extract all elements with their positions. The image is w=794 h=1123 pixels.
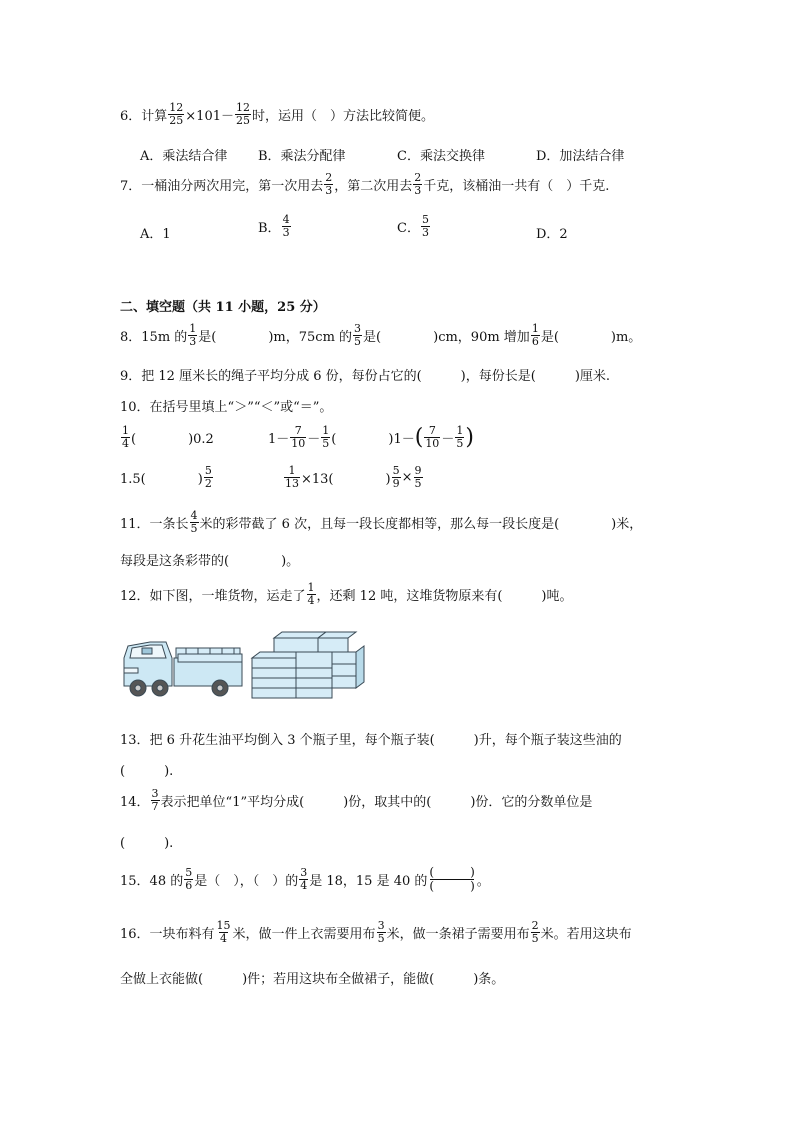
fraction: $\frac{12}{25}$: [169, 101, 184, 127]
q6-option-d[interactable]: D．加法结合律: [536, 149, 625, 164]
q7-option-d[interactable]: D．2: [536, 227, 568, 242]
q10-item-2: 1－ $\frac{7}{10}$ － $\frac{1}{5}$ ( )1－ ( $\frac{7}{10}$ － $\frac{1}{5}$ ): [268, 424, 474, 450]
question-11-line-2: 每段是这条彩带的( )。: [120, 554, 300, 569]
question-7: 7．一桶油分两次用完，第一次用去 $\frac{2}{3}$ ，第二次用去 $\frac{2}{3}$ 千克，该桶油一共有（ ）千克.: [120, 171, 610, 197]
q10-item-1: $\frac{1}{4}$ ( )0.2: [122, 424, 214, 450]
question-10-title: 10．在括号里填上“＞”“＜”或“＝”。: [120, 400, 333, 415]
q7-option-a[interactable]: A．1: [140, 227, 171, 242]
question-6: 6．计算 $\frac{12}{25}$ ×101－ $\frac{12}{25}$ 时，运用（ ）方法比较简便。: [120, 101, 435, 127]
q6-option-b[interactable]: B．乘法分配律: [258, 149, 346, 164]
question-8: 8．15m 的 $\frac{1}{3}$ 是( )m，75cm 的 $\frac{3}{5}$ 是( )cm，90m 增加 $\frac{1}{6}$ 是( )m。: [120, 322, 642, 348]
fraction: $\frac{2}{3}$: [325, 171, 333, 197]
section-heading: 二、填空题（共 11 小题，25 分）: [120, 300, 326, 315]
q7-option-b[interactable]: B． $\frac{4}{3}$: [258, 213, 290, 239]
question-11: 11．一条长 $\frac{4}{5}$ 米的彩带截了 6 次，且每一段长度都相等，那么每一段长度是( )米，: [120, 509, 643, 535]
question-16: 16．一块布料有 $\frac{15}{4}$ 米，做一件上衣需要用布 $\frac{3}{5}$ 米，做一条裙子需要用布 $\frac{2}{5}$ 米。若用这块布: [120, 919, 632, 945]
fraction-blank[interactable]: $\frac{( )}{( )}$: [429, 865, 475, 893]
question-12: 12．如下图，一堆货物，运走了 $\frac{1}{4}$ ，还剩 12 吨，这堆货物原来有( )吨。: [120, 581, 573, 607]
fraction: $\frac{2}{3}$: [414, 171, 422, 197]
q6-option-a[interactable]: A．乘法结合律: [140, 149, 228, 164]
truck-cargo-illustration: [120, 628, 365, 700]
q6-option-c[interactable]: C．乘法交换律: [397, 149, 485, 164]
question-9: 9．把 12 厘米长的绳子平均分成 6 份，每份占它的( )，每份长是( )厘米.: [120, 369, 611, 384]
question-15: 15．48 的 $\frac{5}{6}$ 是（ ），（ ）的 $\frac{3}{4}$ 是 18，15 是 40 的 $\frac{( )}{( )}$ 。: [120, 865, 490, 893]
question-13: 13．把 6 升花生油平均倒入 3 个瓶子里，每个瓶子装( )升，每个瓶子装这些油的: [120, 733, 622, 748]
question-13-line-2: ( ).: [120, 764, 174, 779]
q10-item-4: $\frac{1}{13}$ ×13( ) $\frac{5}{9}$ × $\frac{9}{5}$: [285, 464, 422, 490]
fraction: $\frac{12}{25}$: [236, 101, 250, 127]
q10-item-3: 1.5( ) $\frac{5}{2}$: [120, 464, 212, 490]
question-14-line-2: ( ).: [120, 836, 174, 851]
question-16-line-2: 全做上衣能做( )件；若用这块布全做裙子，能做( )条。: [120, 972, 505, 987]
question-14: 14． $\frac{3}{7}$ 表示把单位“1”平均分成( )份，取其中的( )份．它的分数单位是: [120, 787, 593, 813]
q7-option-c[interactable]: C． $\frac{5}{3}$: [397, 213, 429, 239]
